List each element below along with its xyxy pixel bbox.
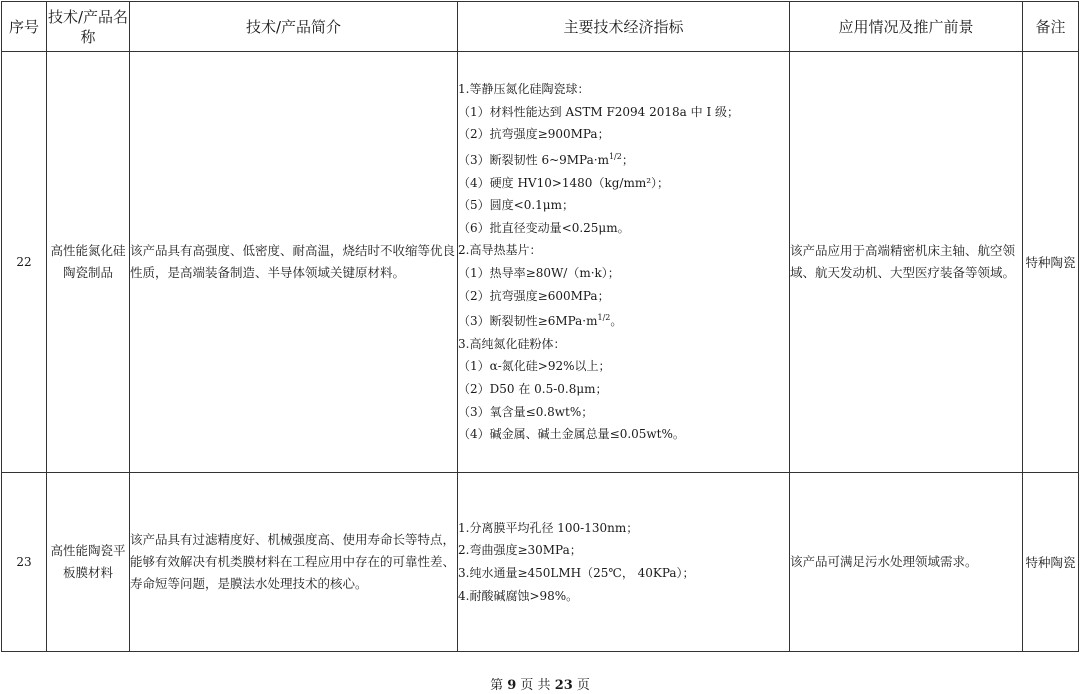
metric-line: 2.高导热基片： [458, 243, 542, 258]
footer-middle: 页 共 [520, 678, 551, 693]
row-metrics [458, 52, 790, 473]
metric-line: （2）D50 在 0.5-0.8μm； [458, 381, 608, 396]
row-application: 该产品可满足污水处理领域需求。 [790, 473, 1023, 652]
row-seq: 23 [2, 473, 47, 652]
metric-superscript: 1/2 [597, 313, 611, 323]
header-application: 应用情况及推广前景 [790, 2, 1023, 52]
metric-line [458, 146, 789, 172]
metric-text: （3）断裂韧性≥6MPa·m [458, 314, 598, 329]
row-name: 高性能氮化硅陶瓷制品 [47, 52, 130, 473]
table-row [2, 473, 1079, 652]
metric-line: （6）批直径变动量<0.25μm。 [458, 220, 630, 235]
header-intro: 技术/产品简介 [130, 2, 458, 52]
row-note: 特种陶瓷 [1023, 52, 1079, 473]
footer-page-number: 9 [507, 678, 517, 693]
metric-tail: ； [621, 153, 634, 168]
row-intro: 该产品具有高强度、低密度、耐高温，烧结时不收缩等优良性质，是高端装备制造、半导体领域关键原材料。 [130, 52, 458, 473]
row-application: 该产品应用于高端精密机床主轴、航空领域、航天发动机、大型医疗装备等领域。 [790, 52, 1023, 473]
metric-line: 2.弯曲强度≥30MPa； [458, 543, 582, 558]
metric-tail: 。 [610, 314, 623, 329]
metric-line: 1.等静压氮化硅陶瓷球： [458, 82, 590, 97]
metric-superscript: 1/2 [608, 152, 622, 162]
metric-line: 3.纯水通量≥450LMH（25℃， 40KPa）； [458, 566, 695, 580]
metric-line: （4）碱金属、碱土金属总量≤0.05wt%。 [458, 427, 685, 442]
metric-line: （3）氧含量≤0.8wt%； [458, 404, 594, 419]
metric-line: 4.耐酸碱腐蚀>98%。 [458, 588, 579, 603]
product-table [1, 1, 1079, 652]
page-footer [0, 674, 1080, 693]
metric-line: （1）热导率≥80W/（m·k）； [458, 266, 620, 280]
metric-line: （1）材料性能达到 ASTM F2094 2018a 中 I 级； [458, 104, 739, 119]
table-header-row [2, 2, 1079, 52]
row-seq: 22 [2, 52, 47, 473]
row-intro: 该产品具有过滤精度好、机械强度高、使用寿命长等特点，能够有效解决有机类膜材料在工程应用中存在的可靠性差、寿命短等问题，是膜法水处理技术的核心。 [130, 473, 458, 652]
metric-line [458, 307, 789, 333]
header-metrics: 主要技术经济指标 [458, 2, 790, 52]
metric-line: 1.分离膜平均孔径 100-130nm； [458, 520, 639, 535]
metric-line: （5）圆度<0.1μm； [458, 198, 574, 213]
metric-text: （3）断裂韧性 6~9MPa·m [458, 153, 609, 168]
row-name: 高性能陶瓷平板膜材料 [47, 473, 130, 652]
footer-prefix: 第 [490, 678, 504, 693]
row-note: 特种陶瓷 [1023, 473, 1079, 652]
header-note: 备注 [1023, 2, 1079, 52]
header-name: 技术/产品名称 [47, 2, 130, 52]
footer-total-pages: 23 [554, 678, 573, 693]
metric-line: （4）硬度 HV10>1480（kg/mm²）； [458, 175, 670, 190]
header-seq: 序号 [2, 2, 47, 52]
metric-line: 3.高纯氮化硅粉体： [458, 336, 566, 351]
metric-line: （2）抗弯强度≥900MPa； [458, 127, 610, 142]
row-metrics [458, 473, 790, 652]
table-row [2, 52, 1079, 473]
metric-line: （2）抗弯强度≥600MPa； [458, 288, 610, 303]
footer-suffix: 页 [576, 678, 590, 693]
metric-line: （1）α-氮化硅>92%以上； [458, 359, 611, 374]
